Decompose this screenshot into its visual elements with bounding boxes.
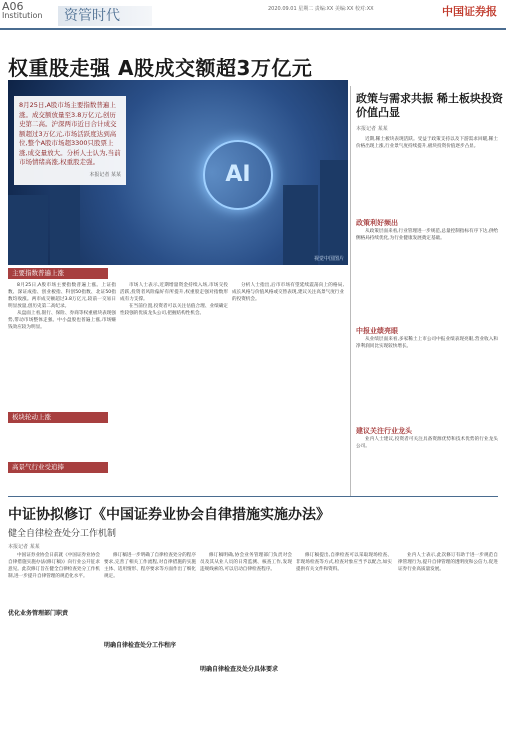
- section-divider: [8, 496, 498, 497]
- article-3-column-3: [200, 552, 292, 744]
- article-2-intro: [356, 136, 498, 216]
- article-2-section-1: 政策利好频出: [356, 219, 398, 227]
- column-divider: [350, 86, 351, 496]
- article-3-section-3: 明确自律检查及处分具体要求: [200, 666, 279, 673]
- article-1-title: 权重股走强 A股成交额超3万亿元: [8, 56, 313, 80]
- paragraph: 市场人士表示,近期增量资金持续入场,市场交投活跃,投资者风险偏好有所提升,权重股走强对指数形成有力支撑。: [120, 283, 228, 302]
- paragraph: 在当前位置,投资者可以关注估值合理、业绩确定性较强的优质龙头公司,把握结构性机会。: [120, 304, 228, 316]
- section-label: [2, 2, 43, 20]
- paragraph: 修订稿进一步明确了自律检查处分的程序要求,完善了相关工作流程,对自律措施的实施主体、适用情形、程序要求等方面作出了细化规定。: [104, 553, 196, 579]
- page-header: [0, 0, 506, 34]
- building-shape: [320, 160, 348, 265]
- article-3-section-2: 明确自律检查处分工作程序: [104, 642, 177, 649]
- ai-chip-icon: AI: [203, 140, 273, 210]
- paragraph: 业内人士表示,此次修订有助于进一步规范自律管理行为,提升自律管理的透明度和公信力,促进证券行业高质量发展。: [398, 553, 498, 572]
- paragraph: 修订稿提出,自律检查可以采取现场检查、非现场检查等方式,检查对象应当予以配合,如实提供有关文件和资料。: [296, 553, 392, 572]
- article-3-column-1: [8, 552, 100, 744]
- section-name: Institution: [2, 11, 43, 20]
- paragraph: 从政策层面来看,行业管理进一步规范,总量控制指标有序下达,供给侧格局持续优化,为行业健康发展奠定基础。: [356, 229, 498, 241]
- article-2-section-3: 建议关注行业龙头: [356, 427, 412, 435]
- building-shape: [283, 185, 318, 265]
- article-1-column-1: [8, 282, 116, 410]
- subhead-1: 主要指数普遍上涨: [8, 268, 108, 279]
- paragraph: 从业绩层面来看,多家稀土上市公司中报业绩表现亮眼,营业收入和净利润同比实现较快增长。: [356, 337, 498, 349]
- paragraph: 近期,稀土板块表现活跃。受益于政策支持以及下游需求回暖,稀土价格出现上涨,行业景气度持续提升,板块投资价值逐步凸显。: [356, 137, 498, 149]
- article-3-section-1: 优化业务管理部门职责: [8, 610, 69, 617]
- article-1-column-3: [232, 282, 344, 410]
- article-2-title: 政策与需求共振 稀土板块投资价值凸显: [356, 92, 503, 119]
- paragraph: 8月25日,A股市场主要指数普遍上涨。上证指数、深证成指、创业板指、科创50指数、北证50指数均收涨。两市成交额超过3.8万亿元,较前一交易日明显放量,创历史第二高纪录。: [8, 283, 116, 309]
- article-2-body-1: [356, 228, 498, 322]
- article-3-column-4: [296, 552, 392, 744]
- subhead-2: 板块轮动上涨: [8, 412, 108, 423]
- article-1-column-2: [120, 282, 228, 410]
- header-rule: [0, 28, 506, 30]
- article-1-summary: [14, 96, 126, 185]
- paragraph: 修订稿明确,协会业务管理部门负责对会员及其从业人员的日常监测、核查工作,发现违规线索的,可以启动自律检查程序。: [200, 553, 292, 572]
- article-2-byline: 本报记者 某某: [356, 126, 388, 132]
- image-caption: 视觉中国图片: [313, 256, 344, 262]
- article-2-section-2: 中报业绩亮眼: [356, 327, 398, 335]
- paragraph: 业内人士建议,投资者可关注具备资源优势和技术优势的行业龙头公司。: [356, 437, 498, 449]
- section-code: A06: [2, 0, 24, 13]
- paragraph: 中国证券业协会日前就《中国证券业协会自律措施实施办法(修订稿)》向行业公开征求意见。此次修订旨在健全自律检查处分工作机制,进一步提升自律管理的规范化水平。: [8, 553, 100, 579]
- column-title: 资管时代: [58, 6, 152, 26]
- article-2-body-3: [356, 436, 498, 492]
- summary-text: 8月25日,A股市场主要指数普遍上涨。成交额放量至3.8万亿元,创历史第二高。沪深两市近日合计成交额超过3万亿元,市场活跃度达到高位,整个A股市场超3300只股票上涨,成交量放大。分析人士认为,当前市场情绪高涨,权重股走强。: [19, 101, 121, 166]
- article-1-byline: 本报记者 某某: [89, 171, 121, 178]
- building-shape: [8, 195, 48, 265]
- article-3-title: 中证协拟修订《中国证券业协会自律措施实施办法》: [8, 507, 330, 523]
- article-3-column-5: [398, 552, 498, 744]
- paragraph: 分析人士指出,后市市场有望延续震荡向上的格局,成长风格与价值风格或交替表现,建议关注高景气度行业的投资机会。: [232, 283, 344, 302]
- article-3-byline: 本报记者 某某: [8, 544, 40, 550]
- newspaper-logo: 中国证券报: [442, 5, 497, 18]
- subhead-3: 高景气行业受追捧: [8, 462, 108, 473]
- article-2-body-2: [356, 336, 498, 424]
- article-3-subtitle: 健全自律检查处分工作机制: [8, 529, 117, 539]
- issue-meta: 2020.09.01 星期二 责编:XX 美编:XX 校对:XX: [268, 6, 374, 12]
- paragraph: 从盘面上看,银行、保险、券商等权重板块表现强势,带动市场整体走强。中小盘股也普遍上涨,市场赚钱效应较为明显。: [8, 311, 116, 330]
